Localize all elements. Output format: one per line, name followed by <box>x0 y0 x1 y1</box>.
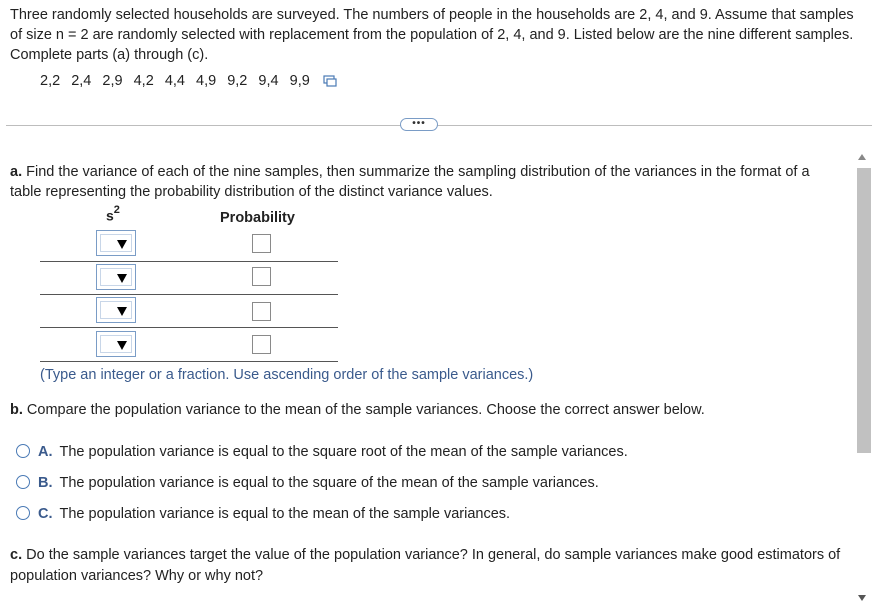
option-letter: B. <box>38 475 53 491</box>
answer-format-hint: (Type an integer or a fraction. Use ascending order of the sample variances.) <box>40 367 534 383</box>
sample-list <box>40 71 337 93</box>
variance-dropdown-4[interactable] <box>96 331 136 357</box>
option-a[interactable] <box>16 442 628 462</box>
part-c-label: c. <box>10 547 23 563</box>
scroll-up-arrow-icon[interactable] <box>858 154 866 160</box>
option-letter: C. <box>38 506 53 522</box>
option-text: The population variance is equal to the mean of the sample variances. <box>59 506 511 522</box>
sample-item: 4,9 <box>196 73 217 89</box>
scrollbar-thumb[interactable] <box>857 168 871 453</box>
table-row-divider <box>40 327 338 328</box>
probability-input-4[interactable] <box>252 335 271 354</box>
part-a-label: a. <box>10 164 23 180</box>
part-b-text: Compare the population variance to the mean of the sample variances. Choose the correct answer below. <box>26 402 705 418</box>
option-text: The population variance is equal to the square of the mean of the sample variances. <box>59 475 599 491</box>
scroll-down-arrow-icon[interactable] <box>858 595 866 601</box>
table-row-divider <box>40 361 338 362</box>
probability-column-header: Probability <box>220 210 295 226</box>
probability-input-2[interactable] <box>252 267 271 286</box>
sample-item: 4,4 <box>164 73 185 89</box>
section-divider <box>6 125 872 126</box>
part-b-question <box>10 400 705 420</box>
radio-button-b[interactable] <box>16 475 30 489</box>
dropdown-arrow-icon <box>117 240 127 249</box>
part-a-text: Find the variance of each of the nine samples, then summarize the sampling distribution of the variances in the format of a table representing the probability distribution of the distinct variance values. <box>10 164 810 200</box>
radio-button-c[interactable] <box>16 506 30 520</box>
option-c[interactable] <box>16 504 510 524</box>
variance-dropdown-2[interactable] <box>96 264 136 290</box>
option-letter: A. <box>38 444 53 460</box>
problem-intro: Three randomly selected households are surveyed. The numbers of people in the households are 2, 4, and 9. Assume that samples of size n = 2 are randomly selected with replacement from the population of 2, 4, and 9. Listed below are the nine different samples. Complete parts (a) through (c). <box>10 7 854 63</box>
part-b-label: b. <box>10 402 23 418</box>
sample-item: 2,2 <box>40 73 61 89</box>
table-row-divider <box>40 294 338 295</box>
variance-exponent: 2 <box>113 204 120 216</box>
option-b[interactable] <box>16 473 599 493</box>
sample-item: 4,2 <box>133 73 154 89</box>
copy-icon[interactable] <box>323 73 337 93</box>
radio-button-a[interactable] <box>16 444 30 458</box>
variance-dropdown-3[interactable] <box>96 297 136 323</box>
dropdown-arrow-icon <box>117 274 127 283</box>
part-a-question <box>10 162 840 202</box>
probability-input-3[interactable] <box>252 302 271 321</box>
sample-item: 9,4 <box>258 73 279 89</box>
sample-item: 9,2 <box>227 73 248 89</box>
probability-input-1[interactable] <box>252 234 271 253</box>
dropdown-arrow-icon <box>117 341 127 350</box>
expand-more-button[interactable]: ••• <box>400 118 438 131</box>
option-text: The population variance is equal to the square root of the mean of the sample variances. <box>59 444 628 460</box>
part-c-question <box>10 545 855 587</box>
sample-item: 2,4 <box>71 73 92 89</box>
variance-dropdown-1[interactable] <box>96 230 136 256</box>
variance-symbol: s <box>106 207 114 224</box>
sample-item: 2,9 <box>102 73 123 89</box>
part-c-text: Do the sample variances target the value of the population variance? In general, do sample variances make good estimators of population variances? Why or why not? <box>10 547 841 584</box>
sample-item: 9,9 <box>289 73 310 89</box>
table-row-divider <box>40 261 338 262</box>
dropdown-arrow-icon <box>117 307 127 316</box>
variance-column-header <box>106 206 120 224</box>
